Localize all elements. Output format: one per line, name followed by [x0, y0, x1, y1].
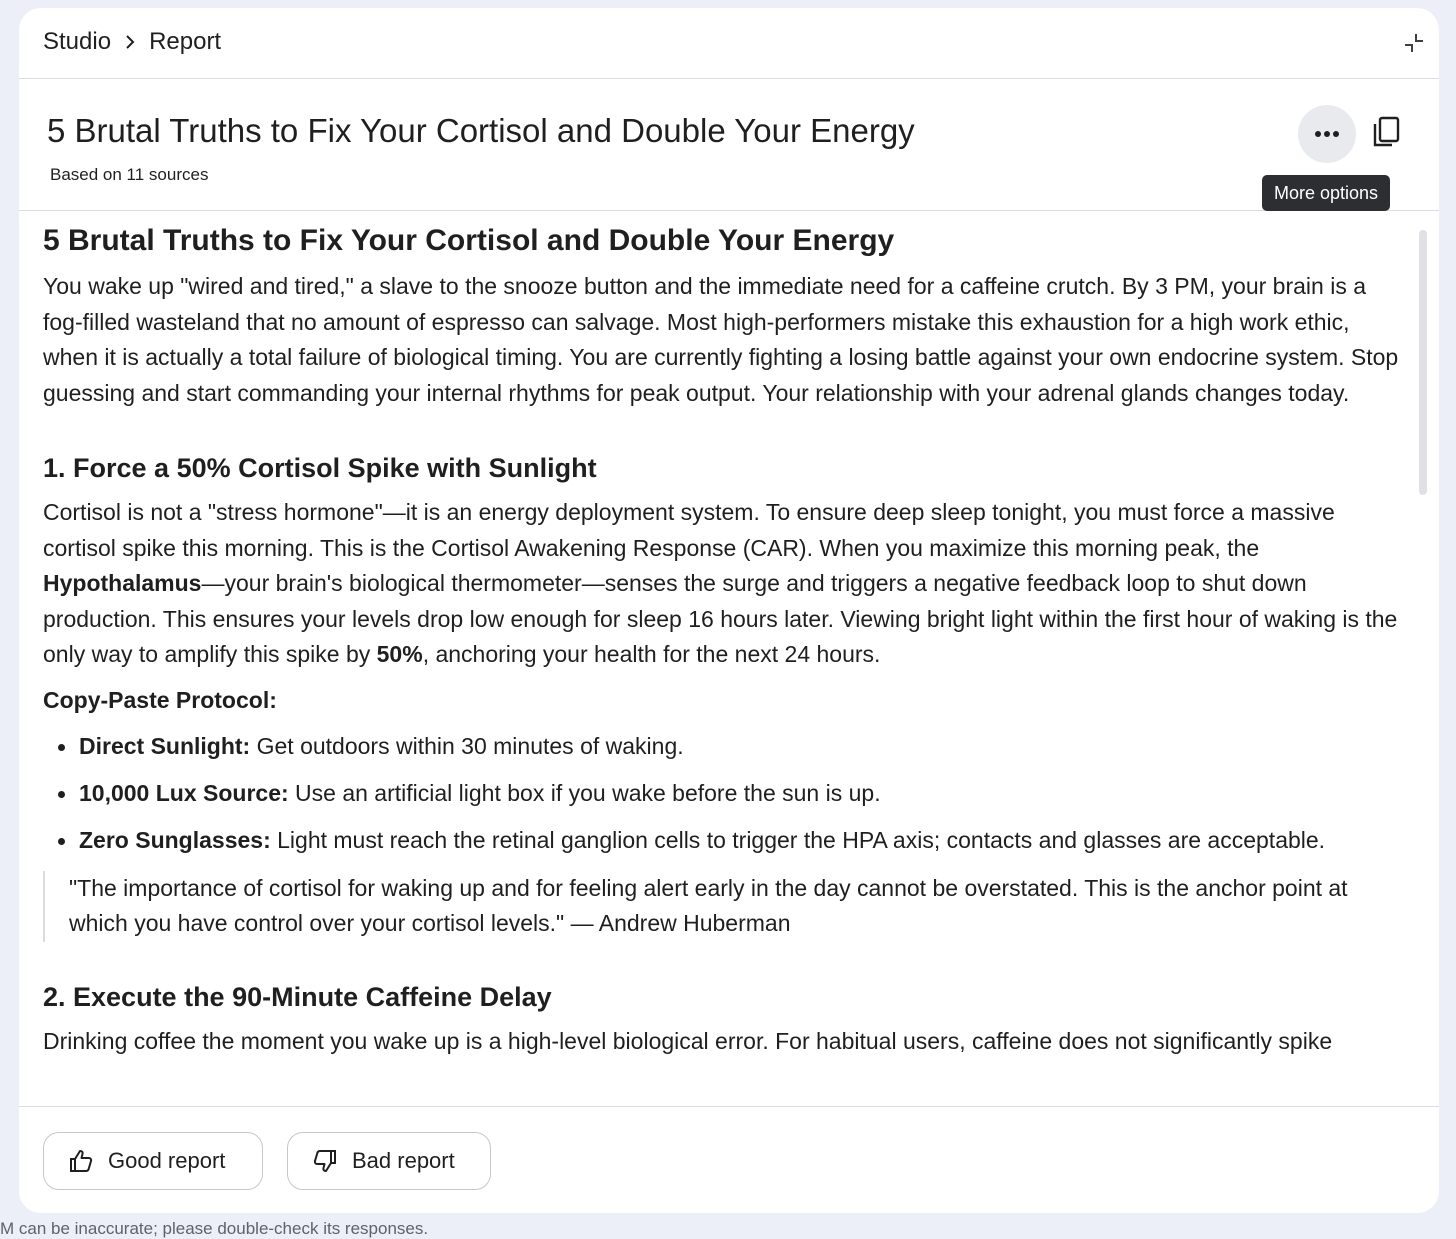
list-item: Zero Sunglasses: Light must reach the retinal ganglion cells to trigger the HPA axis; contacts and glasses are acceptable. [43, 823, 1405, 858]
collapse-icon[interactable] [1403, 32, 1425, 54]
sources-count: Based on 11 sources [50, 165, 209, 184]
thumb-up-icon [68, 1148, 94, 1174]
list-item: Direct Sunlight: Get outdoors within 30 minutes of waking. [43, 729, 1405, 764]
section-1-paragraph: Cortisol is not a "stress hormone"—it is an energy deployment system. To ensure deep sleep tonight, you must force a massive cortisol spike this morning. This is the Cortisol Awakening Response (CAR). When you maximize this morning peak, the Hypothalamus—your brain's biological thermometer—senses the surge and triggers a negative feedback loop to shut down production. This ensures your levels drop low enough for sleep 16 hours later. Viewing bright light within the first hour of waking is the only way to amplify this spike by 50%, anchoring your health for the next 24 hours. [43, 499, 1398, 667]
protocol-list [43, 729, 1405, 858]
good-report-label: Good report [108, 1148, 226, 1173]
report-panel [19, 8, 1439, 1213]
section-2-heading: 2. Execute the 90-Minute Caffeine Delay [43, 981, 552, 1012]
feedback-footer [19, 1106, 1439, 1213]
bad-report-label: Bad report [352, 1148, 455, 1173]
more-options-button[interactable] [1298, 105, 1356, 163]
bad-report-button[interactable] [287, 1132, 491, 1190]
list-item: 10,000 Lux Source: Use an artificial light box if you wake before the sun is up. [43, 776, 1405, 811]
intro-paragraph: You wake up "wired and tired," a slave to the snooze button and the immediate need for a caffeine crutch. By 3 PM, your brain is a fog-filled wasteland that no amount of espresso can salvage. Most high-performers mistake this exhaustion for a high work ethic, when it is actually a total failure of biological timing. You are currently fighting a losing battle against your own endocrine system. Stop guessing and start commanding your internal rhythms for peak output. Your relationship with your adrenal glands changes today. [43, 273, 1399, 406]
more-options-tooltip: More options [1262, 175, 1390, 211]
protocol-label: Copy-Paste Protocol: [43, 686, 277, 713]
good-report-button[interactable] [43, 1132, 263, 1190]
copy-icon [1369, 115, 1403, 149]
article-heading: 5 Brutal Truths to Fix Your Cortisol and Double Your Energy [43, 224, 895, 257]
breadcrumb-studio[interactable]: Studio [43, 28, 112, 55]
section-1-heading: 1. Force a 50% Cortisol Spike with Sunlight [43, 453, 597, 483]
disclaimer-text: M can be inaccurate; please double-check its responses. [0, 1219, 429, 1238]
copy-button[interactable] [1369, 115, 1403, 149]
report-title: 5 Brutal Truths to Fix Your Cortisol and Double Your Energy [47, 112, 915, 149]
top-bar [19, 8, 1439, 79]
more-horiz-icon [1314, 130, 1340, 138]
report-header [19, 79, 1439, 211]
report-content[interactable] [43, 220, 1405, 1106]
breadcrumb [43, 28, 221, 56]
huberman-quote: "The importance of cortisol for waking up and for feeling alert early in the day cannot be overstated. This is the anchor point at which you have control over your cortisol levels." — Andrew Huberman [43, 871, 1405, 942]
thumb-down-icon [312, 1148, 338, 1174]
section-2-paragraph: Drinking coffee the moment you wake up is a high-level biological error. For habitual users, caffeine does not significantly spike [43, 1027, 1333, 1054]
chevron-right-icon [121, 33, 139, 51]
scrollbar-thumb[interactable] [1419, 230, 1427, 495]
breadcrumb-report: Report [149, 28, 222, 55]
